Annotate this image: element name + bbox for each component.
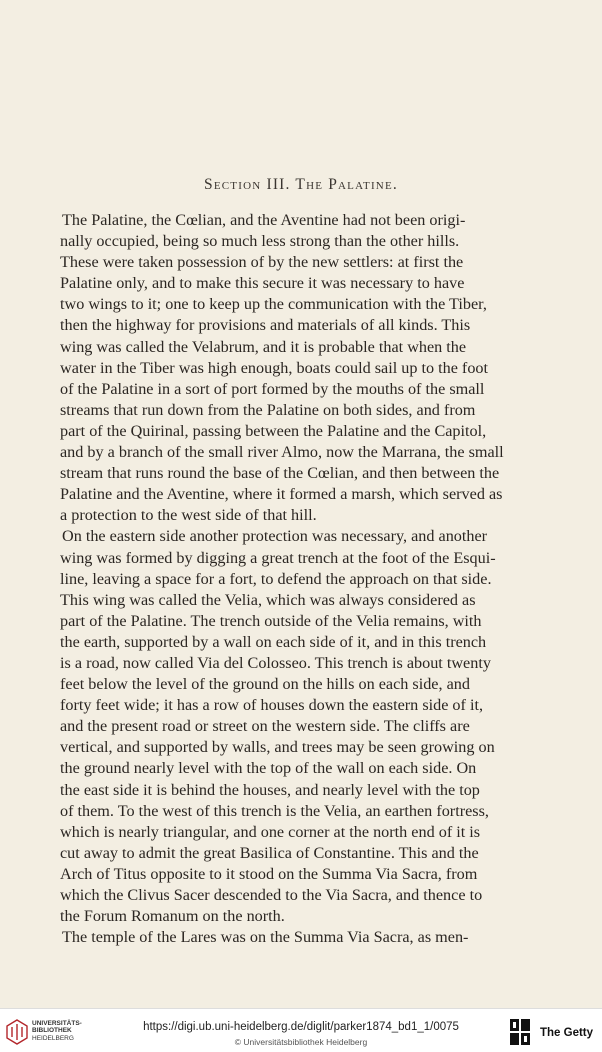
text-line: which the Clivus Sacer descended to the Via Sacra, and thence to — [60, 886, 483, 904]
viewer-footer — [0, 1008, 602, 1052]
getty-label: The Getty — [540, 1027, 594, 1039]
text-line: line, leaving a space for a fort, to defend the approach on that side. — [60, 569, 492, 588]
getty-logo-icon[interactable] — [509, 1018, 531, 1046]
text-line: part of the Quirinal, passing between the Palatine and the Capitol, — [60, 421, 487, 440]
text-line: wing was formed by digging a great trench at the foot of the Esqui- — [60, 548, 496, 567]
text-line: of them. To the west of this trench is the Velia, an earthen fortress, — [60, 801, 489, 820]
permalink-url[interactable]: https://digi.ub.uni-heidelberg.de/diglit/parker1874_bd1_1/0075 — [143, 1021, 459, 1033]
text-line: which is nearly triangular, and one corner at the north end of it is — [60, 822, 481, 841]
text-line: streams that run down from the Palatine on both sides, and from — [60, 400, 476, 419]
text-line: the east side it is behind the houses, and nearly level with the top — [60, 780, 480, 799]
text-line: water in the Tiber was high enough, boats could sail up to the foot — [60, 358, 489, 377]
text-line: a protection to the west side of that hill. — [60, 506, 317, 525]
text-line: Palatine only, and to make this secure it was necessary to have — [60, 274, 465, 293]
text-line: Palatine and the Aventine, where it formed a marsh, which served as — [60, 485, 503, 504]
text-line: wing was called the Velabrum, and it is probable that when the — [60, 337, 467, 356]
text-line: forty feet wide; it has a row of houses down the eastern side of it, — [60, 696, 484, 715]
text-line: and by a branch of the small river Almo, now the Marrana, the small — [60, 443, 504, 462]
text-line: stream that runs round the base of the Cœlian, and then between the — [60, 464, 500, 483]
text-line: is a road, now called Via del Colosseo. This trench is about twenty — [60, 653, 491, 672]
text-line: the Forum Romanum on the north. — [60, 907, 285, 926]
library-name-line: UNIVERSITÄTS- — [32, 1020, 82, 1027]
text-line: two wings to it; one to keep up the communication with the Tiber, — [60, 295, 487, 314]
text-line: the earth, supported by a wall on each side of it, and in this trench — [60, 632, 487, 651]
text-line: the ground nearly level with the top of the wall on each side. On — [60, 759, 477, 778]
text-line: On the eastern side another protection was necessary, and another — [62, 527, 488, 546]
text-line: These were taken possession of by the new settlers: at first the — [60, 253, 464, 272]
paragraph — [60, 210, 515, 526]
text-line: This wing was called the Velia, which was always considered as — [60, 590, 476, 609]
text-line: then the highway for provisions and materials of all kinds. This — [60, 316, 471, 335]
section-heading: Section III. The Palatine. — [204, 176, 398, 193]
text-line: Arch of Titus opposite to it stood on the Summa Via Sacra, from — [60, 864, 478, 883]
paragraph — [60, 526, 515, 927]
paragraph — [60, 927, 515, 948]
text-line: cut away to admit the great Basilica of Constantine. This and the — [60, 843, 479, 862]
text-line: vertical, and supported by walls, and trees may be seen growing on — [60, 738, 495, 757]
text-line: The Palatine, the Cœlian, and the Aventine had not been origi- — [62, 211, 466, 229]
text-line: nally occupied, being so much less strong than the other hills. — [60, 232, 460, 251]
text-line: feet below the level of the ground on the hills on each side, and — [60, 675, 470, 694]
copyright-notice: © Universitätsbibliothek Heidelberg — [234, 1037, 368, 1047]
text-line: part of the Palatine. The trench outside of the Velia remains, with — [60, 611, 482, 630]
library-name-line: BIBLIOTHEK — [32, 1027, 72, 1035]
text-line: of the Palatine in a sort of port formed by the mouths of the small — [60, 379, 485, 398]
text-line: and the present road or street on the western side. The cliffs are — [60, 717, 470, 736]
body-text — [60, 210, 515, 948]
library-name-line: HEIDELBERG — [32, 1034, 74, 1042]
text-line: The temple of the Lares was on the Summa Via Sacra, as men- — [62, 928, 469, 947]
